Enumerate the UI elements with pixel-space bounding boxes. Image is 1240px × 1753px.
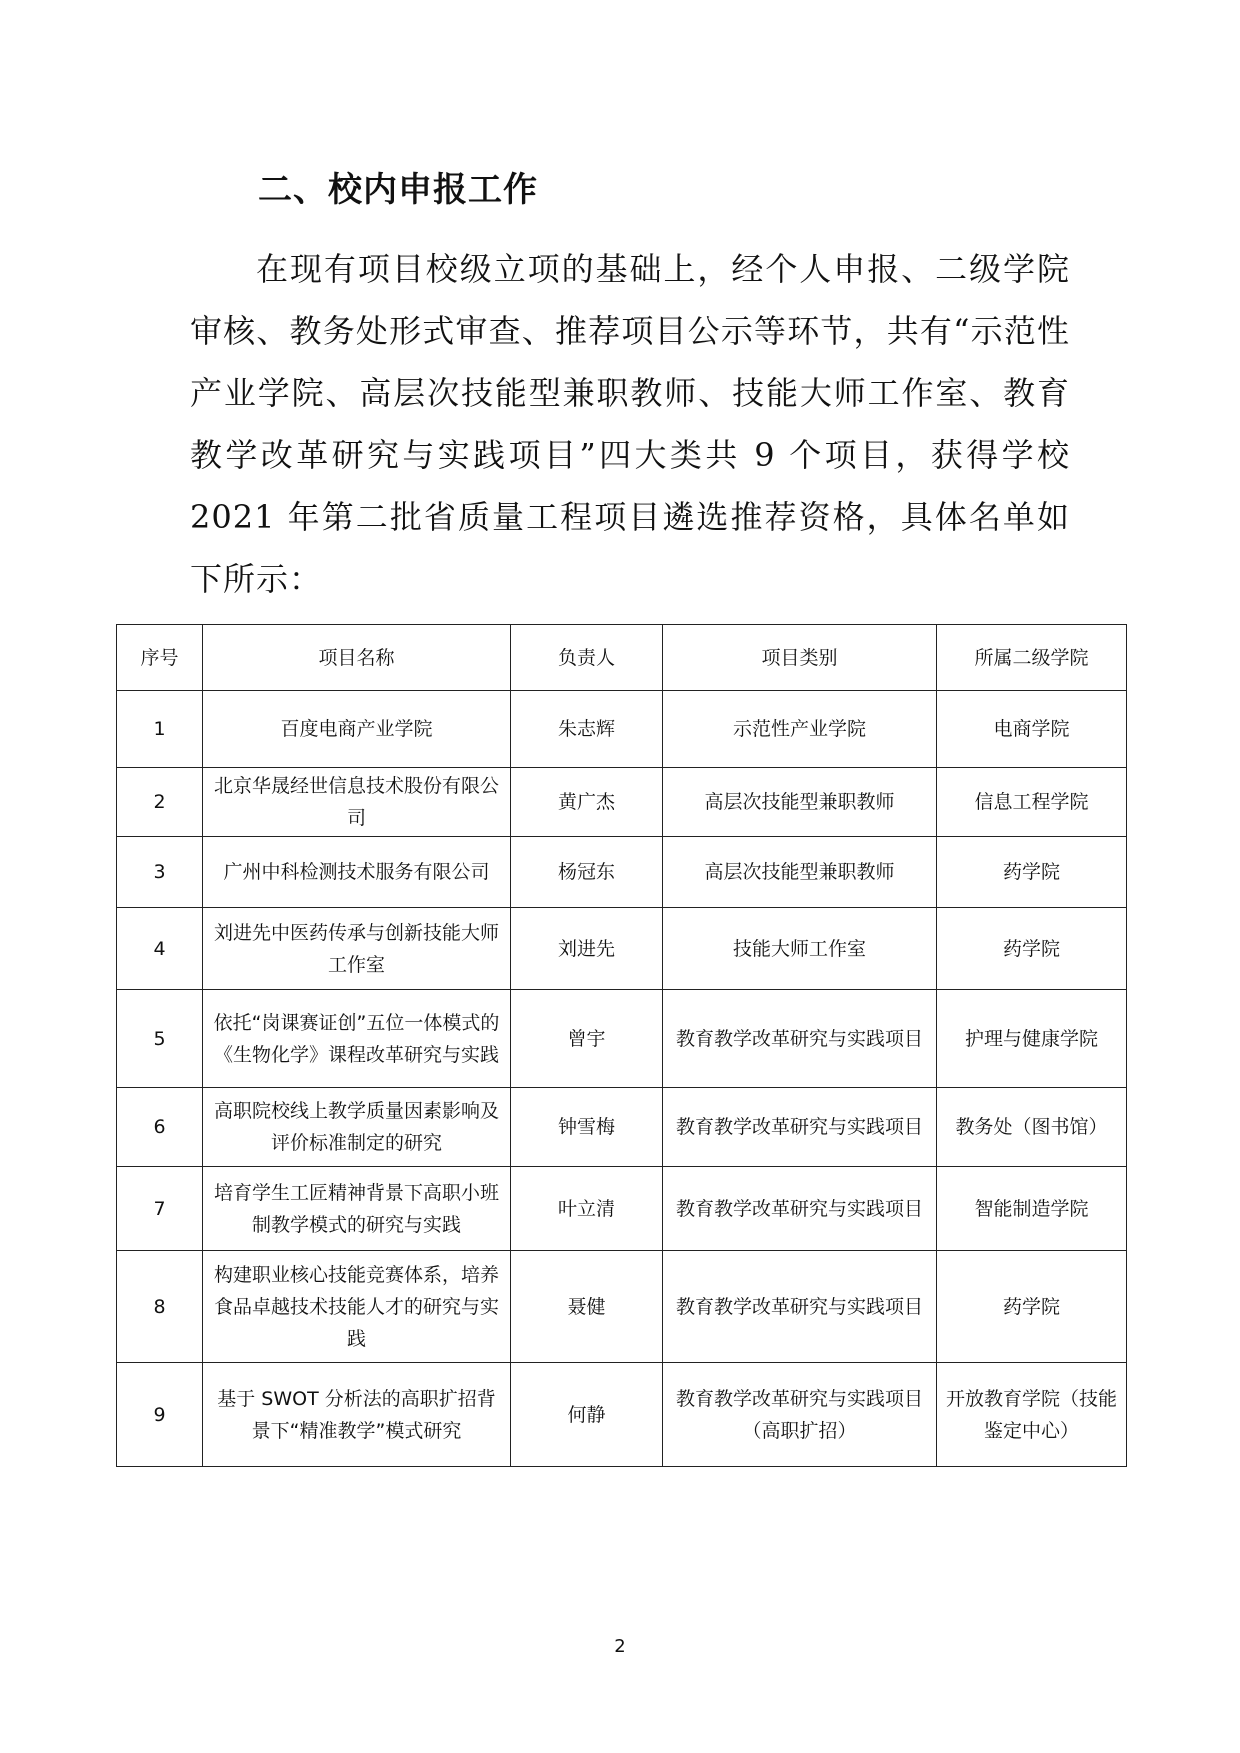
table-row bbox=[117, 908, 1127, 990]
table-row bbox=[117, 768, 1127, 837]
cell-category: 高层次技能型兼职教师 bbox=[663, 837, 937, 908]
section-heading: 二、校内申报工作 bbox=[258, 170, 538, 210]
cell-category: 示范性产业学院 bbox=[663, 691, 937, 768]
table-row bbox=[117, 1363, 1127, 1467]
cell-college: 药学院 bbox=[937, 837, 1127, 908]
cell-no: 8 bbox=[117, 1251, 203, 1363]
cell-leader: 杨冠东 bbox=[511, 837, 663, 908]
cell-college: 信息工程学院 bbox=[937, 768, 1127, 837]
cell-leader: 刘进先 bbox=[511, 908, 663, 990]
cell-name: 百度电商产业学院 bbox=[203, 691, 511, 768]
cell-no: 3 bbox=[117, 837, 203, 908]
cell-no: 7 bbox=[117, 1167, 203, 1251]
cell-name: 刘进先中医药传承与创新技能大师工作室 bbox=[203, 908, 511, 990]
header-no: 序号 bbox=[117, 625, 203, 691]
cell-category: 教育教学改革研究与实践项目（高职扩招） bbox=[663, 1363, 937, 1467]
cell-no: 1 bbox=[117, 691, 203, 768]
cell-name: 构建职业核心技能竞赛体系，培养食品卓越技术技能人才的研究与实践 bbox=[203, 1251, 511, 1363]
cell-college: 开放教育学院（技能鉴定中心） bbox=[937, 1363, 1127, 1467]
cell-leader: 朱志辉 bbox=[511, 691, 663, 768]
header-leader: 负责人 bbox=[511, 625, 663, 691]
table-row bbox=[117, 691, 1127, 768]
cell-name: 高职院校线上教学质量因素影响及评价标准制定的研究 bbox=[203, 1088, 511, 1167]
table-row bbox=[117, 837, 1127, 908]
table-row bbox=[117, 1167, 1127, 1251]
table-row bbox=[117, 1088, 1127, 1167]
cell-name: 依托“岗课赛证创”五位一体模式的《生物化学》课程改革研究与实践 bbox=[203, 990, 511, 1088]
header-category: 项目类别 bbox=[663, 625, 937, 691]
cell-category: 高层次技能型兼职教师 bbox=[663, 768, 937, 837]
cell-category: 教育教学改革研究与实践项目 bbox=[663, 1088, 937, 1167]
table-row bbox=[117, 990, 1127, 1088]
cell-leader: 钟雪梅 bbox=[511, 1088, 663, 1167]
cell-leader: 聂健 bbox=[511, 1251, 663, 1363]
cell-leader: 叶立清 bbox=[511, 1167, 663, 1251]
cell-college: 教务处（图书馆） bbox=[937, 1088, 1127, 1167]
table-header-row bbox=[117, 625, 1127, 691]
cell-leader: 何静 bbox=[511, 1363, 663, 1467]
cell-no: 5 bbox=[117, 990, 203, 1088]
page-number: 2 bbox=[614, 1636, 626, 1657]
cell-no: 4 bbox=[117, 908, 203, 990]
cell-name: 培育学生工匠精神背景下高职小班制教学模式的研究与实践 bbox=[203, 1167, 511, 1251]
cell-leader: 曾宇 bbox=[511, 990, 663, 1088]
cell-name: 广州中科检测技术服务有限公司 bbox=[203, 837, 511, 908]
cell-leader: 黄广杰 bbox=[511, 768, 663, 837]
table-row bbox=[117, 1251, 1127, 1363]
cell-name: 基于 SWOT 分析法的高职扩招背景下“精准教学”模式研究 bbox=[203, 1363, 511, 1467]
cell-no: 6 bbox=[117, 1088, 203, 1167]
cell-category: 教育教学改革研究与实践项目 bbox=[663, 990, 937, 1088]
cell-college: 药学院 bbox=[937, 1251, 1127, 1363]
cell-category: 教育教学改革研究与实践项目 bbox=[663, 1251, 937, 1363]
cell-college: 护理与健康学院 bbox=[937, 990, 1127, 1088]
cell-category: 技能大师工作室 bbox=[663, 908, 937, 990]
cell-college: 药学院 bbox=[937, 908, 1127, 990]
header-name: 项目名称 bbox=[203, 625, 511, 691]
cell-name: 北京华晟经世信息技术股份有限公司 bbox=[203, 768, 511, 837]
cell-no: 9 bbox=[117, 1363, 203, 1467]
cell-college: 智能制造学院 bbox=[937, 1167, 1127, 1251]
cell-category: 教育教学改革研究与实践项目 bbox=[663, 1167, 937, 1251]
header-college: 所属二级学院 bbox=[937, 625, 1127, 691]
intro-paragraph: 在现有项目校级立项的基础上，经个人申报、二级学院审核、教务处形式审查、推荐项目公示等环节，共有“示范性产业学院、高层次技能型兼职教师、技能大师工作室、教育教学改革研究与实践项目”四大类共 9 个项目，获得学校 2021 年第二批省质量工程项目遴选推荐资格，具体名单如下所示： bbox=[190, 250, 1070, 598]
cell-college: 电商学院 bbox=[937, 691, 1127, 768]
cell-no: 2 bbox=[117, 768, 203, 837]
project-table bbox=[116, 624, 1127, 1467]
